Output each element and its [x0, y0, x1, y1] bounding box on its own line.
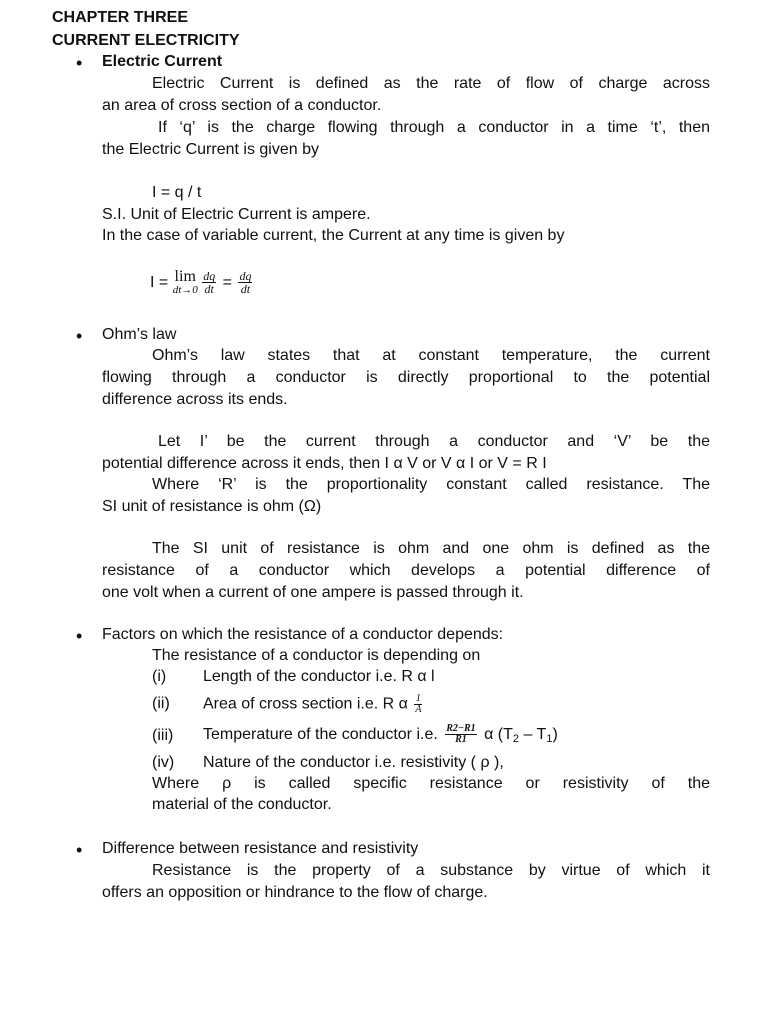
equation-lhs: I =: [150, 274, 169, 291]
fraction-dq-dt: $\frac{dq}{dt}$: [203, 269, 216, 297]
bullet-icon: •: [76, 626, 83, 646]
paragraph-line: Where ρ is called specific resistance or resistivity of the: [152, 775, 710, 792]
list-number: (i): [152, 668, 167, 685]
paragraph-line: In the case of variable current, the Current at any time is given by: [102, 227, 565, 244]
paragraph-line: the Electric Current is given by: [102, 141, 319, 158]
paragraph-line: difference across its ends.: [102, 391, 288, 408]
paragraph-line: Where ‘R’ is the proportionality constant called resistance. The: [152, 476, 710, 493]
paragraph-line: The resistance of a conductor is depending on: [152, 647, 481, 664]
fraction-dq-dt: $\frac{dq}{dt}$: [239, 269, 252, 297]
formula-current: I = q / t: [152, 184, 202, 201]
paragraph-line: The SI unit of resistance is ohm and one ohm is defined as the: [152, 540, 710, 557]
paragraph-line: one volt when a current of one ampere is passed through it.: [102, 584, 524, 601]
equation-limit: I = lim dt→0 $\frac{dq}{dt}$ = $\frac{dq}{dt}$: [150, 268, 252, 297]
paragraph-line: Resistance is the property of a substance by virtue of which it: [152, 862, 710, 879]
fraction-one-over-a: $\frac{1}{A}$: [415, 693, 422, 715]
list-number: (iv): [152, 754, 175, 771]
chapter-title: CURRENT ELECTRICITY: [52, 32, 240, 49]
paragraph-line: SI unit of resistance is ohm (Ω): [102, 498, 322, 515]
paragraph-line: material of the conductor.: [152, 796, 332, 813]
bullet-icon: •: [76, 53, 83, 73]
paragraph-line: potential difference across it ends, then I α V or V α I or V = R I: [102, 455, 547, 472]
list-item-text: Area of cross section i.e. R α $\frac{1}{A}$: [203, 693, 422, 715]
fraction-temperature: $\frac{R2-R1}{R1}$: [446, 723, 476, 746]
list-item-text: Temperature of the conductor i.e. $\frac{R2-R1}{R1}$ α $(T_2 - T_1)$: [203, 723, 558, 746]
paragraph-line: resistance of a conductor which develops a potential difference of: [102, 562, 710, 579]
paragraph-line: If ‘q’ is the charge flowing through a conductor in a time ‘t’, then: [158, 119, 710, 136]
paragraph-line: Electric Current is defined as the rate of flow of charge across: [152, 75, 710, 92]
paragraph-line: Ohm’s law states that at constant temperature, the current: [152, 347, 710, 364]
section-heading-ohms-law: Ohm’s law: [102, 326, 177, 343]
limit-operator: lim dt→0: [172, 268, 198, 297]
paragraph-line: offers an opposition or hindrance to the flow of charge.: [102, 884, 488, 901]
paragraph-line: Let I’ be the current through a conductor and ‘V’ be the: [158, 433, 710, 450]
paragraph-line: flowing through a conductor is directly proportional to the potential: [102, 369, 710, 386]
section-heading-factors: Factors on which the resistance of a conductor depends:: [102, 626, 504, 643]
list-number: (iii): [152, 727, 174, 744]
list-item-text: Length of the conductor i.e. R α l: [203, 668, 435, 685]
list-number: (ii): [152, 695, 170, 712]
paragraph-line: S.I. Unit of Electric Current is ampere.: [102, 206, 371, 223]
section-heading-electric-current: Electric Current: [102, 53, 223, 70]
paragraph-line: an area of cross section of a conductor.: [102, 97, 382, 114]
list-item-text: Nature of the conductor i.e. resistivity ( ρ ),: [203, 754, 504, 771]
bullet-icon: •: [76, 326, 83, 346]
section-heading-difference: Difference between resistance and resistivity: [102, 840, 419, 857]
chapter-label: CHAPTER THREE: [52, 9, 189, 26]
bullet-icon: •: [76, 840, 83, 860]
